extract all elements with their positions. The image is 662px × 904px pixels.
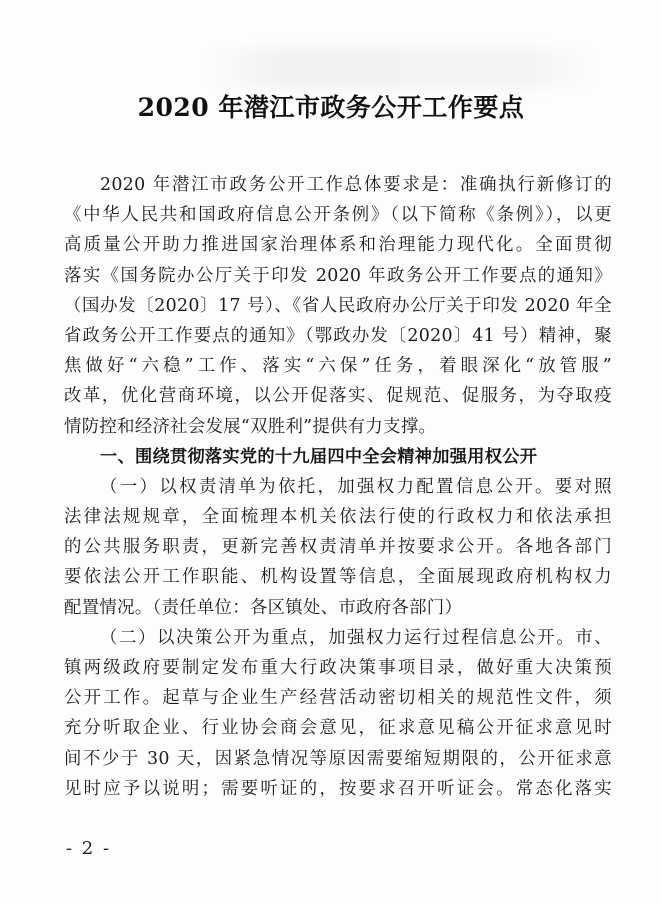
paragraph-line: 要依法公开工作职能、机构设置等信息，全面展现政府机构权力 <box>64 567 612 588</box>
paragraph-line: 充分听取企业、行业协会商会意见，征求意见稿公开征求意见时 <box>64 718 612 739</box>
paragraph-line: 镇两级政府要制定发布重大行政决策事项目录，做好重大决策预 <box>64 658 612 678</box>
paragraph-line: 2020 年潜江市政务公开工作总体要求是：准确执行新修订的 <box>100 175 612 195</box>
paragraph-line: （国办发〔2020〕17 号）、《省人民政府办公厅关于印发 2020 年全 <box>64 295 612 316</box>
document-title: 2020 年潜江市政务公开工作要点 <box>137 93 525 122</box>
paragraph-line: 的公共服务职责，更新完善权责清单并按要求公开。各地各部门 <box>64 537 612 558</box>
paragraph-line: 省政务公开工作要点的通知》（鄂政办发〔2020〕41 号）精神，聚 <box>64 325 612 346</box>
paragraph-line: 焦做好“六稳”工作、落实“六保”任务，着眼深化“放管服” <box>64 356 612 377</box>
paragraph-line: 间不少于 30 天，因紧急情况等原因需要缩短期限的，公开征求意 <box>64 748 612 769</box>
paragraph-line: 公开工作。起草与企业生产经营活动密切相关的规范性文件，须 <box>64 688 612 709</box>
paragraph-line: （二）以决策公开为重点，加强权力运行过程信息公开。市、 <box>100 627 612 648</box>
section-heading: 一、围绕贯彻落实党的十九届四中全会精神加强用权公开 <box>100 446 538 467</box>
bleed-through-shadow <box>200 48 600 88</box>
paragraph-line: 落实《国务院办公厅关于印发 2020 年政务公开工作要点的通知》 <box>64 265 612 286</box>
paragraph-line: 高质量公开助力推进国家治理体系和治理能力现代化。全面贯彻 <box>64 235 612 256</box>
paragraph-line: （一）以权责清单为依托，加强权力配置信息公开。要对照 <box>100 476 612 497</box>
paragraph-line: 改革，优化营商环境，以公开促落实、促规范、促服务，为夺取疫 <box>64 386 612 407</box>
paragraph-line: 《中华人民共和国政府信息公开条例》（以下简称《条例》），以更 <box>64 205 612 226</box>
page-number: - 2 - <box>66 838 112 859</box>
paragraph-line: 配置情况。（责任单位：各区镇处、市政府各部门） <box>64 597 463 618</box>
paragraph-line: 见时应予以说明；需要听证的，按要求召开听证会。常态化落实 <box>64 778 612 799</box>
paragraph-line: 情防控和经济社会发展“双胜利”提供有力支撑。 <box>64 416 437 437</box>
document-body <box>64 170 612 804</box>
paragraph-line: 法律法规规章，全面梳理本机关依法行使的行政权力和依法承担 <box>64 507 612 528</box>
